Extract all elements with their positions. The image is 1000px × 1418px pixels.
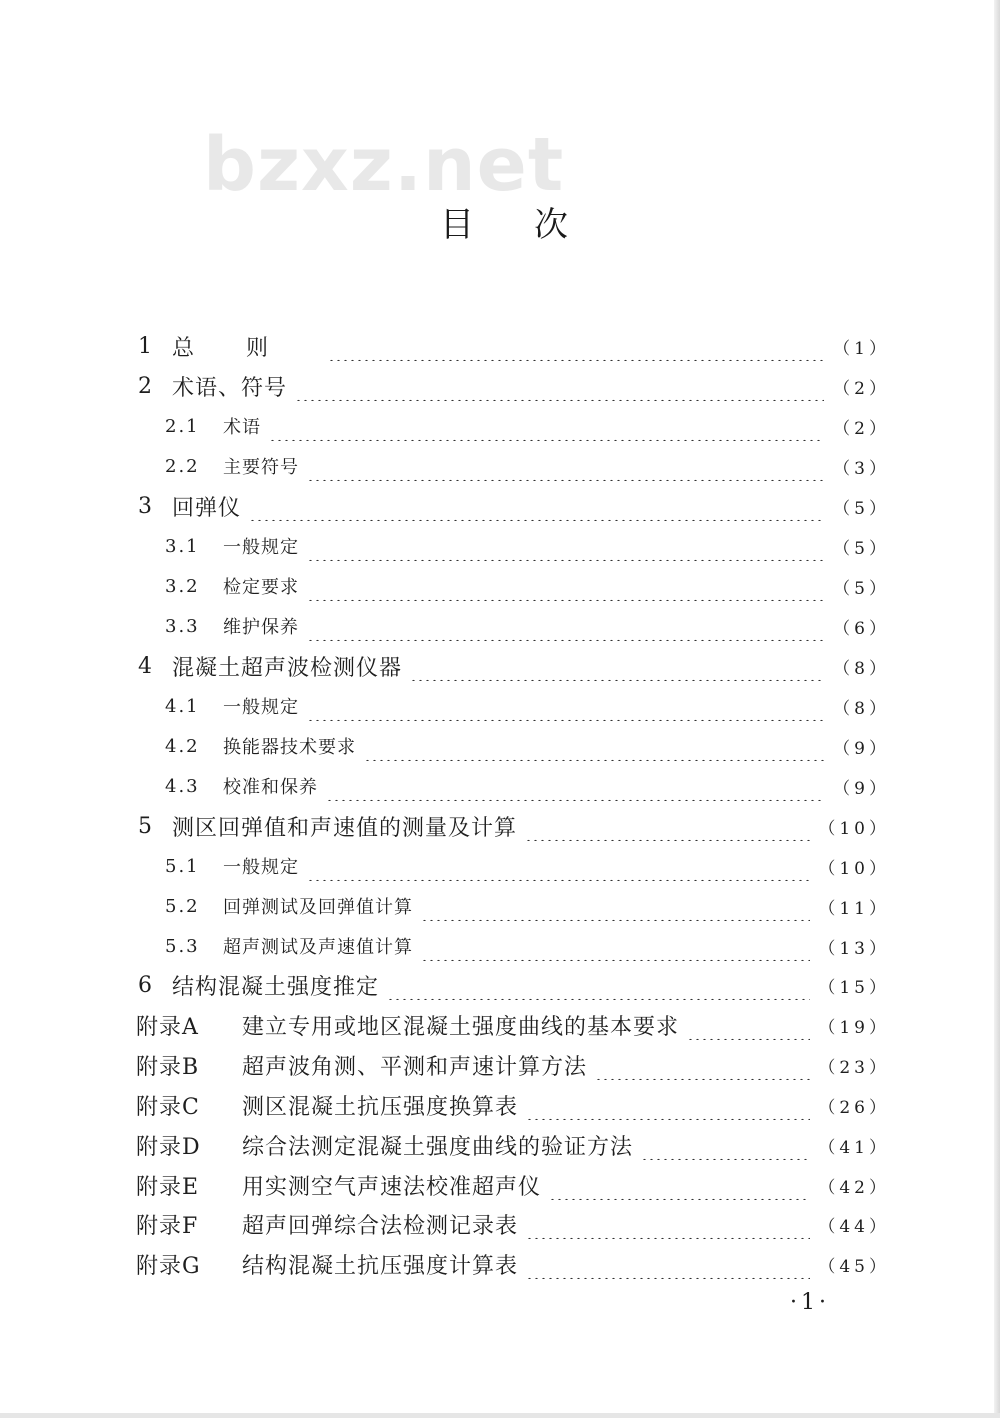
toc-entry-number: 3.3 — [165, 615, 200, 637]
toc-leader-dots — [249, 491, 824, 521]
toc-entry-number: 附录D — [136, 1134, 201, 1160]
toc-entry-number: 6 — [138, 972, 152, 998]
toc-entry-number: 附录E — [136, 1174, 200, 1200]
toc-entry — [138, 970, 890, 1000]
toc-entry-number: 附录C — [136, 1094, 200, 1120]
toc-entry-page: （23） — [818, 1057, 890, 1078]
toc-entry — [138, 651, 890, 681]
toc-entry-page: （6） — [833, 618, 890, 639]
toc-entry-number: 1 — [138, 333, 152, 359]
toc-entry-label: 一般规定 — [223, 857, 299, 878]
toc-entry — [165, 891, 890, 921]
toc-entry-page: （8） — [833, 698, 890, 719]
toc-entry-label: 换能器技术要求 — [223, 737, 356, 758]
toc-entry-label: 超声测试及声速值计算 — [223, 937, 413, 958]
toc-leader-dots — [421, 931, 810, 961]
toc-entry — [138, 491, 890, 521]
toc-entry — [165, 851, 890, 881]
toc-entry — [138, 331, 890, 361]
toc-entry-number: 附录B — [136, 1054, 200, 1080]
toc-entry — [136, 1209, 890, 1239]
toc-entry-label: 结构混凝土强度推定 — [172, 974, 380, 1000]
toc-entry-page: （10） — [818, 818, 890, 839]
toc-entry-label: 超声波角测、平测和声速计算方法 — [242, 1054, 588, 1080]
toc-entry-number: 4 — [138, 653, 152, 679]
toc-entry-number: 4.3 — [165, 775, 200, 797]
toc-entry-page: （13） — [818, 938, 890, 959]
toc-entry-number: 2 — [138, 373, 152, 399]
toc-leader-dots — [641, 1130, 810, 1160]
toc-entry-number: 附录G — [136, 1253, 201, 1279]
toc-entry-number: 5.2 — [165, 895, 200, 917]
toc-entry-page: （15） — [818, 977, 890, 998]
toc-entry-page: （2） — [833, 378, 890, 399]
toc-leader-dots — [421, 891, 810, 921]
toc-entry-page: （8） — [833, 658, 890, 679]
toc-leader-dots — [525, 811, 810, 841]
toc-entry — [165, 451, 890, 481]
toc-leader-dots — [364, 731, 824, 761]
toc-entry — [165, 691, 890, 721]
toc-entry-page: （5） — [833, 578, 890, 599]
page-number: ·1· — [790, 1290, 830, 1315]
toc-entry — [165, 931, 890, 961]
toc-leader-dots — [307, 531, 824, 561]
toc-entry-number: 2.2 — [165, 455, 200, 477]
toc-entry-page: （5） — [833, 498, 890, 519]
toc-entry-page: （44） — [818, 1216, 890, 1237]
toc-entry-page: （45） — [818, 1256, 890, 1277]
toc-entry-number: 5.3 — [165, 935, 200, 957]
toc-entry-number: 3.2 — [165, 575, 200, 597]
toc-entry-number: 5 — [138, 813, 152, 839]
toc-leader-dots — [307, 851, 810, 881]
toc-leader-dots — [307, 691, 824, 721]
toc-entry — [138, 371, 890, 401]
toc-entry-page: （2） — [833, 418, 890, 439]
toc-entry-label: 测区回弹值和声速值的测量及计算 — [172, 815, 518, 841]
toc-entry — [136, 1050, 890, 1080]
toc-entry — [136, 1170, 890, 1200]
toc-entry-label: 术语 — [223, 417, 261, 438]
toc-entry-page: （3） — [833, 458, 890, 479]
toc-entry-label: 超声回弹综合法检测记录表 — [242, 1213, 519, 1239]
toc-leader-dots — [526, 1090, 810, 1120]
toc-entry-page: （10） — [818, 858, 890, 879]
toc-entry-label: 结构混凝土抗压强度计算表 — [242, 1253, 519, 1279]
toc-entry-label: 建立专用或地区混凝土强度曲线的基本要求 — [242, 1014, 680, 1040]
toc-leader-dots — [549, 1170, 810, 1200]
toc-entry-label: 用实测空气声速法校准超声仪 — [242, 1174, 542, 1200]
toc-leader-dots — [387, 970, 810, 1000]
toc-entry-label: 检定要求 — [223, 577, 299, 598]
toc-entry-number: 附录A — [136, 1014, 199, 1040]
toc-entry-number: 4.2 — [165, 735, 200, 757]
toc-entry-page: （11） — [818, 898, 890, 919]
toc-entry-label: 术语、符号 — [172, 375, 288, 401]
toc-entry — [136, 1010, 890, 1040]
page-title: 目次 — [440, 205, 628, 245]
toc-entry-page: （41） — [818, 1137, 890, 1158]
watermark: bzxz.net — [203, 122, 565, 208]
toc-entry-label: 测区混凝土抗压强度换算表 — [242, 1094, 519, 1120]
toc-entry — [136, 1130, 890, 1160]
page-bottom-edge — [0, 1413, 1000, 1418]
toc-entry-label: 混凝土超声波检测仪器 — [172, 655, 403, 681]
toc-entry-page: （1） — [833, 338, 890, 359]
toc-leader-dots — [687, 1010, 810, 1040]
toc-entry-page: （9） — [833, 738, 890, 759]
toc-entry — [165, 411, 890, 441]
toc-entry — [165, 611, 890, 641]
toc-entry-number: 3.1 — [165, 535, 200, 557]
toc-entry-page: （9） — [833, 778, 890, 799]
toc-leader-dots — [307, 611, 824, 641]
toc-entry-label: 总则 — [172, 335, 321, 361]
toc-entry — [165, 731, 890, 761]
toc-leader-dots — [307, 451, 824, 481]
toc-entry-label: 一般规定 — [223, 697, 299, 718]
toc-entry-label: 主要符号 — [223, 457, 299, 478]
toc-leader-dots — [595, 1050, 810, 1080]
toc-entry-number: 4.1 — [165, 695, 200, 717]
toc-entry — [138, 811, 890, 841]
toc-entry-label: 一般规定 — [223, 537, 299, 558]
toc-entry-number: 附录F — [136, 1213, 199, 1239]
toc-entry — [136, 1090, 890, 1120]
toc-entry-number: 3 — [138, 493, 152, 519]
toc-entry-page: （42） — [818, 1177, 890, 1198]
toc-entry — [165, 771, 890, 801]
toc-entry — [165, 531, 890, 561]
page-edge — [994, 0, 1000, 1418]
toc-leader-dots — [307, 571, 824, 601]
toc-leader-dots — [526, 1209, 810, 1239]
toc-entry-page: （26） — [818, 1097, 890, 1118]
toc-leader-dots — [269, 411, 824, 441]
toc-entry-label: 综合法测定混凝土强度曲线的验证方法 — [242, 1134, 634, 1160]
toc-entry-page: （5） — [833, 538, 890, 559]
toc-entry — [136, 1249, 890, 1279]
toc-leader-dots — [328, 331, 824, 361]
toc-entry-label: 维护保养 — [223, 617, 299, 638]
toc-leader-dots — [526, 1249, 810, 1279]
toc-entry-number: 5.1 — [165, 855, 200, 877]
toc-entry-label: 回弹仪 — [172, 495, 242, 521]
toc-leader-dots — [326, 771, 824, 801]
toc-entry-label: 回弹测试及回弹值计算 — [223, 897, 413, 918]
toc-leader-dots — [295, 371, 824, 401]
toc-leader-dots — [410, 651, 824, 681]
toc-entry-page: （19） — [818, 1017, 890, 1038]
toc-entry-label: 校准和保养 — [223, 777, 318, 798]
toc-entry — [165, 571, 890, 601]
toc-entry-number: 2.1 — [165, 415, 200, 437]
